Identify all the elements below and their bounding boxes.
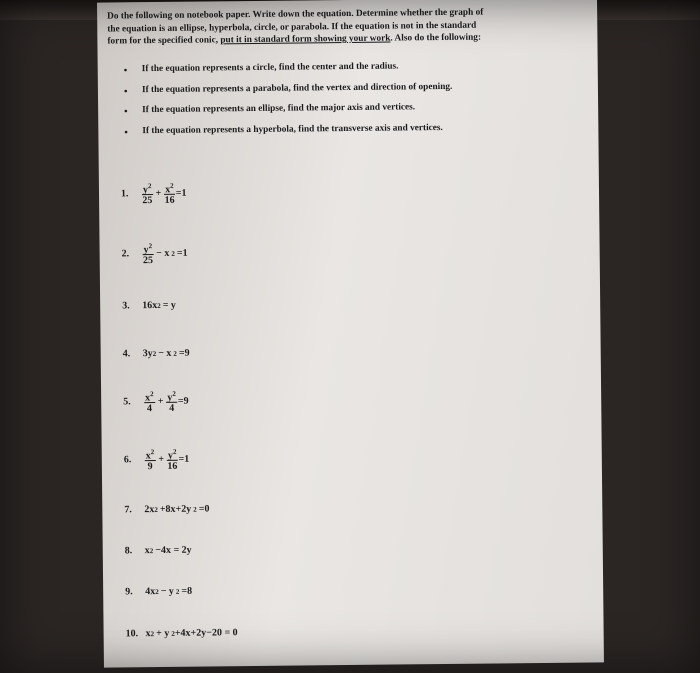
problem-8 xyxy=(125,545,194,557)
exponent: 2 xyxy=(155,587,159,596)
instruction-line-2: the equation is an ellipse, hyperbola, circle, or parabola. If the equation is not in the standard xyxy=(107,20,477,35)
fraction xyxy=(145,448,156,471)
term: +8x+2y xyxy=(159,503,192,515)
bullet-item xyxy=(124,122,453,146)
right-hand-side: =9 xyxy=(177,395,189,407)
exponent: 2 xyxy=(170,181,174,190)
exponent: 2 xyxy=(171,629,175,638)
term: − x xyxy=(156,248,170,260)
denominator: 9 xyxy=(147,461,153,473)
exponent: 2 xyxy=(171,249,175,258)
exponent: 2 xyxy=(150,448,155,457)
numerator: x xyxy=(145,450,151,462)
problem-5 xyxy=(123,390,189,414)
exponent: 2 xyxy=(172,447,177,456)
problem-number: 5. xyxy=(123,396,131,408)
term: x xyxy=(144,545,150,557)
fraction xyxy=(143,242,154,265)
problem-10 xyxy=(126,627,238,639)
plus-sign: + xyxy=(157,396,164,408)
right-hand-side: =8 xyxy=(181,585,193,597)
instructions xyxy=(107,6,582,48)
problem-number: 3. xyxy=(122,300,130,312)
term: + y xyxy=(156,627,170,640)
problem-6 xyxy=(124,448,190,472)
bullet-list xyxy=(124,61,453,146)
instruction-text: form for the specified conic, xyxy=(107,35,221,47)
term: − x xyxy=(158,347,172,359)
bullet-text: If the equation represents a circle, find the center and the radius. xyxy=(141,61,399,75)
exponent: 2 xyxy=(175,587,180,596)
fraction xyxy=(164,182,175,205)
problem-number: 7. xyxy=(124,504,132,516)
problem-1 xyxy=(121,182,187,206)
problem-7 xyxy=(124,503,211,515)
denominator: 4 xyxy=(146,403,153,415)
denominator: 16 xyxy=(164,195,175,207)
numerator: x xyxy=(165,184,171,196)
problem-number: 4. xyxy=(122,348,131,360)
term: 16x xyxy=(142,300,158,312)
plus-sign: + xyxy=(155,188,162,200)
numerator: y xyxy=(167,392,173,404)
numerator: y xyxy=(143,244,149,256)
bullet-text: If the equation represents an ellipse, find the major axis and vertices. xyxy=(142,102,416,116)
fraction xyxy=(142,182,153,205)
numerator: y xyxy=(167,450,174,462)
exponent: 2 xyxy=(173,349,177,358)
problem-number: 8. xyxy=(124,545,133,557)
exponent: 2 xyxy=(193,505,197,514)
right-hand-side: = y xyxy=(162,299,176,311)
problem-number: 9. xyxy=(125,586,133,598)
bullet-dot-icon: • xyxy=(124,126,128,138)
problem-9 xyxy=(125,586,194,598)
right-hand-side: =1 xyxy=(178,453,190,465)
right-hand-side: =1 xyxy=(175,187,187,199)
denominator: 25 xyxy=(142,195,153,207)
problem-number: 1. xyxy=(120,188,129,200)
right-hand-side: =0 xyxy=(198,503,210,515)
exponent: 2 xyxy=(157,301,161,310)
problem-number: 6. xyxy=(123,454,132,466)
term: +4x+2y−20 = 0 xyxy=(174,627,238,639)
problem-2 xyxy=(122,242,190,266)
bullet-dot-icon: • xyxy=(123,85,128,97)
problem-3 xyxy=(122,300,178,312)
term: −4x = 2y xyxy=(155,544,192,557)
exponent: 2 xyxy=(149,546,154,555)
worksheet-paper xyxy=(97,0,604,668)
problem-number: 2. xyxy=(121,248,130,260)
term: 3y xyxy=(142,348,153,360)
denominator: 16 xyxy=(167,461,178,473)
denominator: 25 xyxy=(142,255,154,267)
term: 4x xyxy=(145,586,156,598)
bullet-text: If the equation represents a parabola, find the vertex and direction of opening. xyxy=(141,81,453,95)
exponent: 2 xyxy=(154,505,158,514)
exponent: 2 xyxy=(152,349,157,358)
instruction-line-1: Do the following on notebook paper. Write down the equation. Determine whether the graph of xyxy=(107,7,484,22)
denominator: 4 xyxy=(169,403,175,415)
fraction xyxy=(166,390,177,413)
exponent: 2 xyxy=(172,389,176,398)
numerator: y xyxy=(142,184,149,196)
bullet-dot-icon: • xyxy=(123,65,128,77)
plus-sign: + xyxy=(158,454,165,466)
bullet-dot-icon: • xyxy=(124,106,128,118)
problem-4 xyxy=(123,348,192,360)
fraction xyxy=(167,448,178,471)
exponent: 2 xyxy=(150,390,154,399)
exponent: 2 xyxy=(147,182,152,191)
instruction-text-end: . Also do the following: xyxy=(390,32,482,44)
instruction-underlined: put it in standard form showing your work xyxy=(220,33,391,46)
right-hand-side: =1 xyxy=(176,247,188,259)
problem-number: 10. xyxy=(125,628,139,640)
exponent: 2 xyxy=(150,629,155,638)
numerator: x xyxy=(145,392,151,404)
term: − y xyxy=(160,585,174,597)
term: 2x xyxy=(144,504,155,516)
fraction xyxy=(144,390,155,413)
bullet-text: If the equation represents a hyperbola, find the transverse axis and vertices. xyxy=(142,122,443,136)
exponent: 2 xyxy=(148,242,153,251)
term: x xyxy=(145,628,151,640)
right-hand-side: =9 xyxy=(178,347,190,359)
